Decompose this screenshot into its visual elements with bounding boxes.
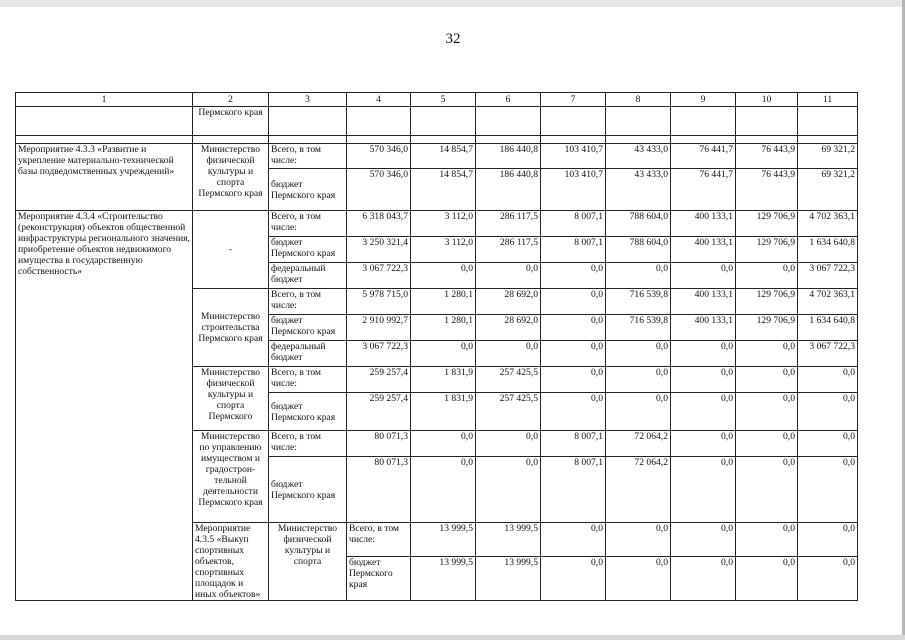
value-cell: 0,0 xyxy=(671,457,736,523)
row-label: бюджет Пермского края xyxy=(269,315,347,341)
value-cell: 0,0 xyxy=(606,393,671,431)
row-label: Всего, в том числе: xyxy=(269,367,347,393)
value-cell: 8 007,1 xyxy=(541,431,606,457)
column-header: 10 xyxy=(736,93,798,107)
value-cell: 0,0 xyxy=(798,523,858,557)
value-cell: 103 410,7 xyxy=(541,169,606,211)
value-cell: 0,0 xyxy=(736,393,798,431)
value-cell: 0,0 xyxy=(798,457,858,523)
value-cell: 80 071,3 xyxy=(347,457,411,523)
value-cell: 129 706,9 xyxy=(736,315,798,341)
value-cell: 0,0 xyxy=(411,263,476,289)
row-label: Всего, в том числе: xyxy=(347,523,411,557)
value-cell: 80 071,3 xyxy=(347,431,411,457)
executor-cell: Министерство физической культуры и спорта Пермского xyxy=(193,367,269,431)
value-cell: 0,0 xyxy=(671,556,736,600)
value-cell: 286 117,5 xyxy=(476,211,541,237)
row-label: бюджет Пермского края xyxy=(269,393,347,431)
value-cell: 14 854,7 xyxy=(411,144,476,169)
value-cell: 0,0 xyxy=(736,556,798,600)
value-cell: 72 064,2 xyxy=(606,457,671,523)
value-cell: 3 067 722,3 xyxy=(798,341,858,367)
value-cell: 0,0 xyxy=(541,315,606,341)
row-label: федеральный бюджет xyxy=(269,341,347,367)
value-cell: 0,0 xyxy=(736,367,798,393)
value-cell: 2 910 992,7 xyxy=(347,315,411,341)
value-cell: 129 706,9 xyxy=(736,211,798,237)
column-header: 4 xyxy=(347,93,411,107)
value-cell: 3 250 321,4 xyxy=(347,237,411,263)
value-cell: 0,0 xyxy=(798,431,858,457)
value-cell: 14 854,7 xyxy=(411,169,476,211)
value-cell: 72 064,2 xyxy=(606,431,671,457)
value-cell: 259 257,4 xyxy=(347,367,411,393)
measure-name-4-3-4: Мероприятие 4.3.4 «Строительство (реконструкция) объектов общественной инфраструктуры регионального значения, приобретение объектов недвижимого имущества в государственную собственность» xyxy=(16,211,193,601)
value-cell: 8 007,1 xyxy=(541,457,606,523)
value-cell: 3 067 722,3 xyxy=(347,263,411,289)
value-cell: 0,0 xyxy=(606,556,671,600)
value-cell: 129 706,9 xyxy=(736,289,798,315)
row-label: Всего, в том числе: xyxy=(269,289,347,315)
value-cell: 0,0 xyxy=(736,523,798,557)
measure-name-4-3-3: Мероприятие 4.3.3 «Развитие и укрепление материально-технической базы подведомственных учреждений» xyxy=(16,144,193,211)
row-label: бюджет Пермского края xyxy=(347,556,411,600)
value-cell: 13 999,5 xyxy=(411,523,476,557)
value-cell: 0,0 xyxy=(606,367,671,393)
value-cell: 0,0 xyxy=(541,393,606,431)
value-cell: 69 321,2 xyxy=(798,144,858,169)
value-cell: 0,0 xyxy=(541,341,606,367)
value-cell: 0,0 xyxy=(411,431,476,457)
row-label: Всего, в том числе: xyxy=(269,431,347,457)
value-cell: 788 604,0 xyxy=(606,211,671,237)
value-cell: 1 831,9 xyxy=(411,393,476,431)
column-header: 5 xyxy=(411,93,476,107)
value-cell: 28 692,0 xyxy=(476,289,541,315)
value-cell: 3 112,0 xyxy=(411,237,476,263)
value-cell: 3 067 722,3 xyxy=(347,341,411,367)
value-cell: 4 702 363,1 xyxy=(798,289,858,315)
value-cell: 0,0 xyxy=(476,263,541,289)
value-cell: 76 441,7 xyxy=(671,169,736,211)
row-label: Всего, в том числе: xyxy=(269,211,347,237)
value-cell: 0,0 xyxy=(606,523,671,557)
value-cell: 0,0 xyxy=(736,263,798,289)
value-cell: 8 007,1 xyxy=(541,237,606,263)
value-cell: 0,0 xyxy=(541,289,606,315)
column-header: 2 xyxy=(193,93,269,107)
value-cell: 103 410,7 xyxy=(541,144,606,169)
value-cell: 0,0 xyxy=(736,457,798,523)
column-header: 9 xyxy=(671,93,736,107)
value-cell: 0,0 xyxy=(736,341,798,367)
value-cell: 0,0 xyxy=(541,367,606,393)
scan-edge-bottom xyxy=(0,635,905,640)
value-cell: 257 425,5 xyxy=(476,367,541,393)
value-cell: 570 346,0 xyxy=(347,169,411,211)
value-cell: 4 702 363,1 xyxy=(798,211,858,237)
value-cell: 400 133,1 xyxy=(671,289,736,315)
column-header: 6 xyxy=(476,93,541,107)
value-cell: 0,0 xyxy=(798,556,858,600)
value-cell: 0,0 xyxy=(411,341,476,367)
column-header: 1 xyxy=(16,93,193,107)
value-cell: 43 433,0 xyxy=(606,144,671,169)
executor-cell: Министерство строительства Пермского края xyxy=(193,289,269,367)
value-cell: 570 346,0 xyxy=(347,144,411,169)
executor-cell: Министерство по управлению имуществом и градострон-тельной деятельности Пермского края xyxy=(193,431,269,523)
value-cell: 0,0 xyxy=(671,393,736,431)
value-cell: 1 280,1 xyxy=(411,289,476,315)
value-cell: 0,0 xyxy=(476,341,541,367)
value-cell: 186 440,8 xyxy=(476,144,541,169)
value-cell: 259 257,4 xyxy=(347,393,411,431)
value-cell: 0,0 xyxy=(798,367,858,393)
value-cell: 76 441,7 xyxy=(671,144,736,169)
value-cell: 0,0 xyxy=(541,263,606,289)
column-header-row xyxy=(16,93,858,107)
value-cell: 0,0 xyxy=(606,341,671,367)
budget-table xyxy=(15,92,858,601)
spacer-row xyxy=(16,136,858,144)
value-cell: 400 133,1 xyxy=(671,211,736,237)
page-number: 32 xyxy=(445,31,461,47)
value-cell: 13 999,5 xyxy=(411,556,476,600)
row-label: бюджет Пермского края xyxy=(269,237,347,263)
value-cell: 76 443,9 xyxy=(736,169,798,211)
value-cell: 3 067 722,3 xyxy=(798,263,858,289)
value-cell: 400 133,1 xyxy=(671,315,736,341)
row-label: бюджет Пермского края xyxy=(269,169,347,211)
value-cell: 8 007,1 xyxy=(541,211,606,237)
column-header: 8 xyxy=(606,93,671,107)
value-cell: 129 706,9 xyxy=(736,237,798,263)
value-cell: 28 692,0 xyxy=(476,315,541,341)
table-row xyxy=(16,144,858,169)
value-cell: 186 440,8 xyxy=(476,169,541,211)
value-cell: 0,0 xyxy=(671,431,736,457)
value-cell: 13 999,5 xyxy=(476,523,541,557)
value-cell: 0,0 xyxy=(476,457,541,523)
value-cell: 0,0 xyxy=(541,523,606,557)
value-cell: 1 634 640,8 xyxy=(798,315,858,341)
value-cell: 788 604,0 xyxy=(606,237,671,263)
table-row xyxy=(16,211,858,237)
carry-over-row xyxy=(16,107,858,136)
column-header: 3 xyxy=(269,93,347,107)
value-cell: 400 133,1 xyxy=(671,237,736,263)
value-cell: 0,0 xyxy=(671,367,736,393)
value-cell: 43 433,0 xyxy=(606,169,671,211)
value-cell: 76 443,9 xyxy=(736,144,798,169)
column-header: 11 xyxy=(798,93,858,107)
value-cell: 13 999,5 xyxy=(476,556,541,600)
row-label: бюджет Пермского края xyxy=(269,457,347,523)
value-cell: 5 978 715,0 xyxy=(347,289,411,315)
value-cell: 0,0 xyxy=(671,341,736,367)
executor-cell: Министерство физической культуры и спорта Пермского края xyxy=(193,144,269,211)
value-cell: 69 321,2 xyxy=(798,169,858,211)
value-cell: 716 539,8 xyxy=(606,315,671,341)
row-label: федеральный бюджет xyxy=(269,263,347,289)
executor-cell: Пермского края xyxy=(193,107,269,136)
executor-cell: Министерство физической культуры и спорта xyxy=(269,523,347,601)
value-cell: 286 117,5 xyxy=(476,237,541,263)
value-cell: 1 831,9 xyxy=(411,367,476,393)
value-cell: 0,0 xyxy=(798,393,858,431)
value-cell: 257 425,5 xyxy=(476,393,541,431)
measure-name-4-3-5: Мероприятие 4.3.5 «Выкуп спортивных объектов, спортивных площадок и иных объектов» xyxy=(193,523,269,601)
scan-edge-top xyxy=(0,0,905,7)
executor-cell: - xyxy=(193,211,269,289)
value-cell: 0,0 xyxy=(476,431,541,457)
value-cell: 0,0 xyxy=(671,263,736,289)
value-cell: 0,0 xyxy=(671,523,736,557)
value-cell: 0,0 xyxy=(736,431,798,457)
row-label: Всего, в том числе: xyxy=(269,144,347,169)
value-cell: 3 112,0 xyxy=(411,211,476,237)
value-cell: 6 318 043,7 xyxy=(347,211,411,237)
value-cell: 1 280,1 xyxy=(411,315,476,341)
value-cell: 0,0 xyxy=(411,457,476,523)
value-cell: 0,0 xyxy=(541,556,606,600)
value-cell: 1 634 640,8 xyxy=(798,237,858,263)
column-header: 7 xyxy=(541,93,606,107)
value-cell: 0,0 xyxy=(606,263,671,289)
value-cell: 716 539,8 xyxy=(606,289,671,315)
